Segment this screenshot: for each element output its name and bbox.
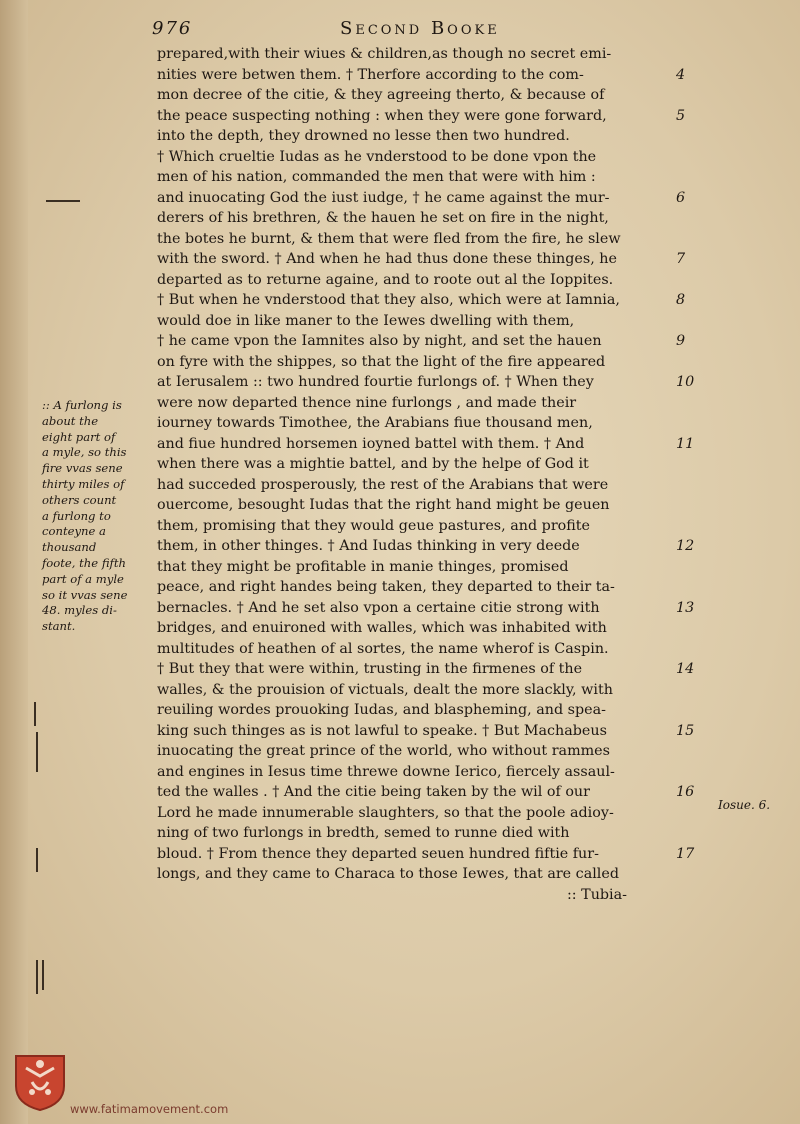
- text-line: longs, and they came to Characa to those Iewes, that are called: [157, 866, 619, 882]
- page-number: 976: [152, 18, 193, 39]
- text-line: when there was a mightie battel, and by the helpe of God it: [157, 456, 589, 472]
- verse-number: 12: [676, 538, 695, 554]
- text-line: reuiling wordes prouoking Iudas, and blaspheming, and spea-: [157, 702, 606, 718]
- text-line: on fyre with the shippes, so that the light of the fire appeared: [157, 353, 606, 370]
- text-line: bloud. † From thence they departed seuen hundred fiftie fur-: [157, 845, 599, 862]
- verse-number: 6: [676, 189, 686, 206]
- verse-number: 9: [676, 333, 686, 349]
- marginal-note-line: about the: [42, 413, 99, 428]
- text-line: with the sword. † And when he had thus done these thinges, he: [157, 251, 617, 267]
- text-line: † Which crueltie Iudas as he vnderstood to be done vpon the: [157, 148, 597, 165]
- verse-number: 8: [676, 292, 686, 308]
- text-line: men of his nation, commanded the men that were with him :: [157, 169, 596, 185]
- text-line: Lord he made innumerable slaughters, so that the poole adioy-: [157, 804, 614, 821]
- scan-mark: [36, 732, 38, 772]
- verse-number: 15: [676, 722, 695, 739]
- marginal-note-line: thirty miles of: [42, 476, 125, 491]
- text-line: :: Tubia-: [566, 886, 627, 903]
- verse-number: 4: [676, 66, 686, 83]
- verse-number: 11: [676, 435, 695, 452]
- marginal-note-line: foote, the fifth: [42, 555, 126, 570]
- marginal-note-line: 48. myles di-: [42, 603, 117, 618]
- website-footer: www.fatimamovement.com: [70, 1102, 229, 1116]
- marginal-note-line: stant.: [42, 619, 76, 634]
- text-line: them, promising that they would geue pastures, and profite: [157, 517, 590, 534]
- marginal-note-line: :: A furlong is: [42, 398, 122, 412]
- text-line: and fiue hundred horsemen ioyned battel with them. † And: [157, 435, 585, 452]
- marginal-note-line: a furlong to: [42, 508, 111, 523]
- text-line: the botes he burnt, & them that were fled from the fire, he slew: [157, 230, 621, 247]
- scan-mark: [46, 200, 80, 202]
- marginal-note-line: others count: [42, 492, 117, 507]
- verse-number: 17: [676, 845, 695, 862]
- text-line: them, in other thinges. † And Iudas thinking in very deede: [157, 538, 580, 554]
- page-header: [152, 18, 692, 46]
- text-line: at Ierusalem :: two hundred fourtie furlongs of. † When they: [157, 374, 594, 390]
- marginal-reference: Iosue. 6.: [718, 798, 771, 812]
- text-line: mon decree of the citie, & they agreeing therto, & because of: [157, 87, 605, 103]
- text-line: † But when he vnderstood that they also, which were at Iamnia,: [157, 292, 620, 308]
- text-line: multitudes of heathen of al sortes, the name wherof is Caspin.: [157, 640, 609, 657]
- fatima-crest-logo: [12, 1052, 68, 1112]
- marginal-note-line: thousand: [42, 540, 97, 555]
- scan-mark: [42, 960, 44, 990]
- book-spine-shadow: [0, 0, 28, 1124]
- marginal-note-line: a myle, so this: [42, 445, 127, 460]
- text-line: were now departed thence nine furlongs , and made their: [157, 394, 577, 411]
- text-line: ted the walles . † And the citie being taken by the wil of our: [157, 784, 590, 800]
- verse-number: 7: [676, 251, 686, 267]
- text-line: and inuocating God the iust iudge, † he came against the mur-: [157, 189, 610, 206]
- text-line: had succeded prosperously, the rest of the Arabians that were: [157, 476, 609, 493]
- text-line: departed as to returne againe, and to roote out al the Ioppites.: [157, 271, 614, 288]
- text-line: † But they that were within, trusting in the firmenes of the: [157, 661, 583, 677]
- text-line: † he came vpon the Iamnites also by night, and set the hauen: [157, 333, 602, 349]
- text-line: the peace suspecting nothing : when they were gone forward,: [157, 107, 607, 124]
- text-line: walles, & the prouision of victuals, dealt the more slackly, with: [157, 681, 613, 698]
- scan-mark: [36, 960, 38, 994]
- text-line: ning of two furlongs in bredth, semed to runne died with: [157, 825, 570, 841]
- text-line: and engines in Iesus time threwe downe Ierico, fiercely assaul-: [157, 763, 615, 780]
- scan-mark: [34, 702, 36, 726]
- scan-mark: [36, 848, 38, 872]
- text-line: bernacles. † And he set also vpon a certaine citie strong with: [157, 599, 600, 616]
- text-line: bridges, and enuironed with walles, which was inhabited with: [157, 620, 607, 636]
- verse-number: 14: [676, 661, 695, 677]
- verse-number: 5: [676, 107, 686, 124]
- marginal-note-line: so it vvas sene: [42, 587, 128, 602]
- verse-number: 10: [676, 374, 695, 390]
- running-head: Second Booke: [340, 18, 500, 39]
- verse-number: 16: [676, 784, 695, 800]
- text-line: prepared,with their wiues & children,as though no secret emi-: [157, 46, 612, 62]
- marginal-note-line: eight part of: [42, 429, 116, 444]
- text-line: nities were betwen them. † Therfore according to the com-: [157, 66, 584, 83]
- main-text-column: [157, 44, 667, 905]
- text-line: derers of his brethren, & the hauen he set on fire in the night,: [157, 210, 609, 226]
- text-line: king such thinges as is not lawful to speake. † But Machabeus: [157, 722, 607, 739]
- text-line: that they might be profitable in manie thinges, promised: [157, 558, 569, 575]
- marginal-note-line: fire vvas sene: [42, 461, 123, 476]
- marginal-note-line: conteyne a: [42, 524, 106, 539]
- marginal-note-line: part of a myle: [42, 571, 124, 586]
- text-line: inuocating the great prince of the world, who without rammes: [157, 743, 610, 759]
- text-line: peace, and right handes being taken, they departed to their ta-: [157, 579, 615, 595]
- text-line: ouercome, besought Iudas that the right hand might be geuen: [157, 497, 610, 513]
- text-line: would doe in like maner to the Iewes dwelling with them,: [157, 312, 575, 329]
- text-line: iourney towards Timothee, the Arabians fiue thousand men,: [157, 415, 593, 431]
- text-line: into the depth, they drowned no lesse then two hundred.: [157, 128, 570, 144]
- verse-number: 13: [676, 599, 695, 616]
- marginal-note: [42, 398, 150, 635]
